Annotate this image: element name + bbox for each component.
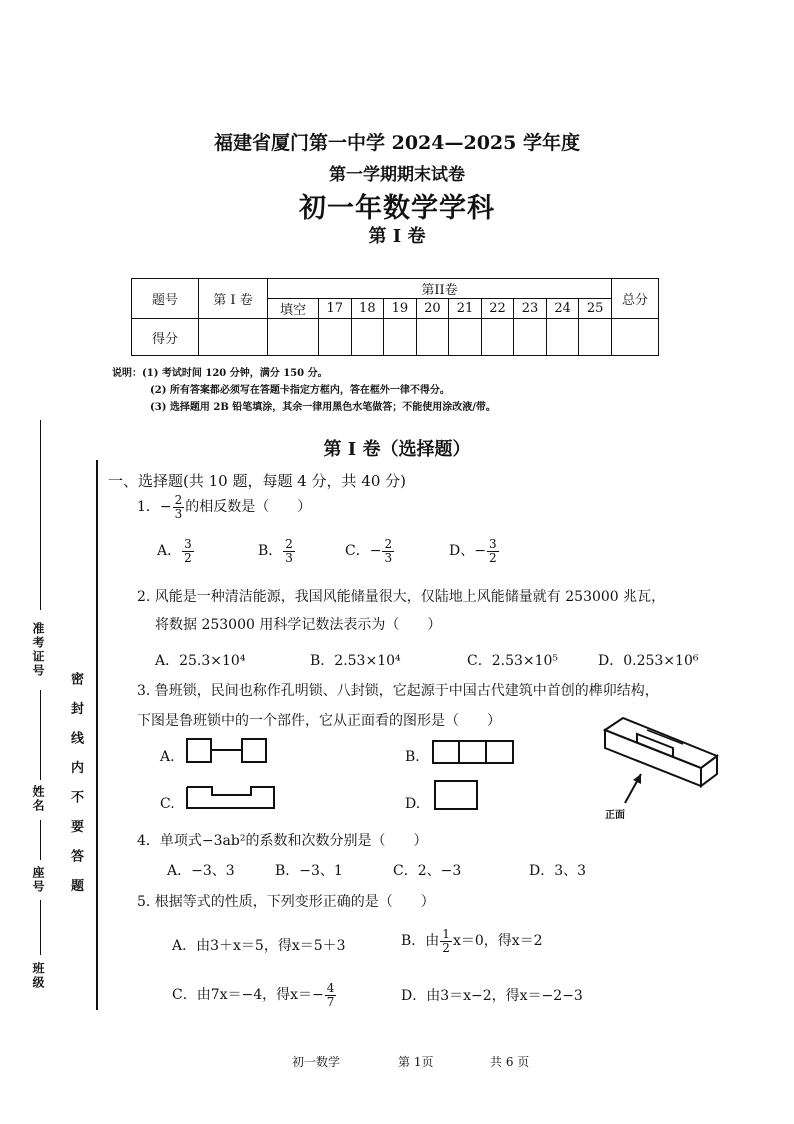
- q3-option-d: D.: [405, 796, 421, 812]
- name-label: 姓名: [31, 785, 45, 813]
- q3-figure-b: [432, 740, 514, 764]
- footer-page: 第 1页: [398, 1055, 434, 1069]
- cell-20: 20: [416, 299, 449, 319]
- q3-figure-d: [434, 780, 478, 810]
- margin-line-name: [40, 690, 41, 780]
- q3-option-c: C.: [160, 796, 175, 812]
- note-1: 说明：(1) 考试时间 120 分钟，满分 150 分。: [112, 368, 328, 379]
- exam-title: 第一学期期末试卷: [329, 165, 465, 185]
- q3-option-a: A.: [160, 749, 175, 765]
- q2-option-a: A．25.3×10⁴: [155, 653, 246, 669]
- note-2: (2) 所有答案都必须写在答题卡指定方框内，答在框外一律不得分。: [150, 385, 450, 396]
- q3-option-b: B.: [405, 749, 420, 765]
- footer-total: 共 6 页: [490, 1055, 530, 1069]
- section-title: 第 I 卷（选择题）: [323, 439, 471, 460]
- seat-label: 座号: [31, 866, 45, 894]
- cell-fill: 填空: [268, 299, 319, 319]
- note-3: (3) 选择题用 2B 铅笔填涂，其余一律用黑色水笔做答；不能使用涂改液/带。: [150, 402, 496, 413]
- cell-25: 25: [579, 299, 612, 319]
- cell-19: 19: [384, 299, 417, 319]
- q1-option-d: D、− $\frac{3}{2}$: [449, 537, 497, 565]
- question-5: 5. 根据等式的性质，下列变形正确的是（ ）: [137, 894, 435, 910]
- cell-21: 21: [449, 299, 482, 319]
- part-heading: 一、选择题(共 10 题，每题 4 分，共 40 分): [108, 472, 407, 490]
- cell-24: 24: [546, 299, 579, 319]
- question-3: 3. 鲁班锁，民间也称作孔明锁、八封锁，它起源于中国古代建筑中首创的榫卯结构，: [137, 683, 659, 699]
- margin-line-seat: [40, 820, 41, 860]
- cell-total: 总分: [612, 279, 659, 319]
- cell-vol1: 第 I 卷: [199, 279, 268, 319]
- front-label: 正面: [605, 810, 625, 821]
- seal-line: [96, 460, 98, 1010]
- q1-option-b: B． $\frac{2}{3}$: [258, 537, 293, 565]
- q5-option-d: D．由3＝x−2，得x＝−2−3: [401, 988, 583, 1004]
- exam-no-label: 准考证号: [31, 622, 45, 678]
- class-label: 班级: [31, 962, 45, 990]
- q1-option-c: C．− $\frac{2}{3}$: [345, 537, 393, 565]
- luban-lock-figure: [595, 708, 725, 818]
- question-1: 1．− $\frac{2}{3}$ 的相反数是（ ）: [137, 493, 312, 521]
- margin-line-exam: [40, 420, 41, 610]
- school-title: 福建省厦门第一中学 2024—2025 学年度: [214, 132, 580, 154]
- q4-option-b: B．−3、1: [275, 863, 343, 879]
- q5-option-b: B．由 $\frac{1}{2}$ x＝0，得x＝2: [401, 927, 543, 955]
- volume-title: 第 I 卷: [368, 226, 426, 247]
- q5-option-c: C．由7x＝−4，得x＝− $\frac{4}{7}$: [172, 981, 335, 1009]
- footer-subject: 初一数学: [292, 1055, 341, 1069]
- cell-17: 17: [319, 299, 352, 319]
- q5-option-a: A．由3＋x＝5，得x＝5＋3: [172, 938, 346, 954]
- cell-label-score: 得分: [132, 319, 199, 356]
- cell-label-number: 题号: [132, 279, 199, 319]
- q2-option-b: B．2.53×10⁴: [310, 653, 401, 669]
- q4-option-c: C．2、−3: [393, 863, 462, 879]
- q3-figure-c: [186, 786, 276, 810]
- subject-title: 初一年数学学科: [299, 193, 495, 224]
- cell-vol2: 第II卷: [268, 279, 612, 299]
- q3-figure-a: [186, 738, 268, 764]
- q2-option-c: C．2.53×10⁵: [467, 653, 559, 669]
- score-table: [131, 278, 659, 356]
- q2-option-d: D．0.253×10⁶: [598, 653, 699, 669]
- question-2: 2. 风能是一种清洁能源，我国风能储量很大，仅陆地上风能储量就有 253000 兆瓦，: [137, 589, 666, 605]
- q1-option-a: A． $\frac{3}{2}$: [157, 537, 192, 565]
- question-2-line2: 将数据 253000 用科学记数法表示为（ ）: [155, 617, 442, 633]
- cell-18: 18: [351, 299, 384, 319]
- cell-23: 23: [514, 299, 547, 319]
- q4-option-d: D．3、3: [529, 863, 587, 879]
- cell-22: 22: [481, 299, 514, 319]
- q4-option-a: A．−3、3: [167, 863, 235, 879]
- question-4: 4．单项式−3ab²的系数和次数分别是（ ）: [137, 833, 428, 849]
- question-3-line2: 下图是鲁班锁中的一个部件，它从正面看的图形是（ ）: [137, 713, 501, 729]
- margin-line-class: [40, 900, 41, 955]
- seal-line-text: 密 封 线 内 不 要 答 题: [68, 672, 83, 898]
